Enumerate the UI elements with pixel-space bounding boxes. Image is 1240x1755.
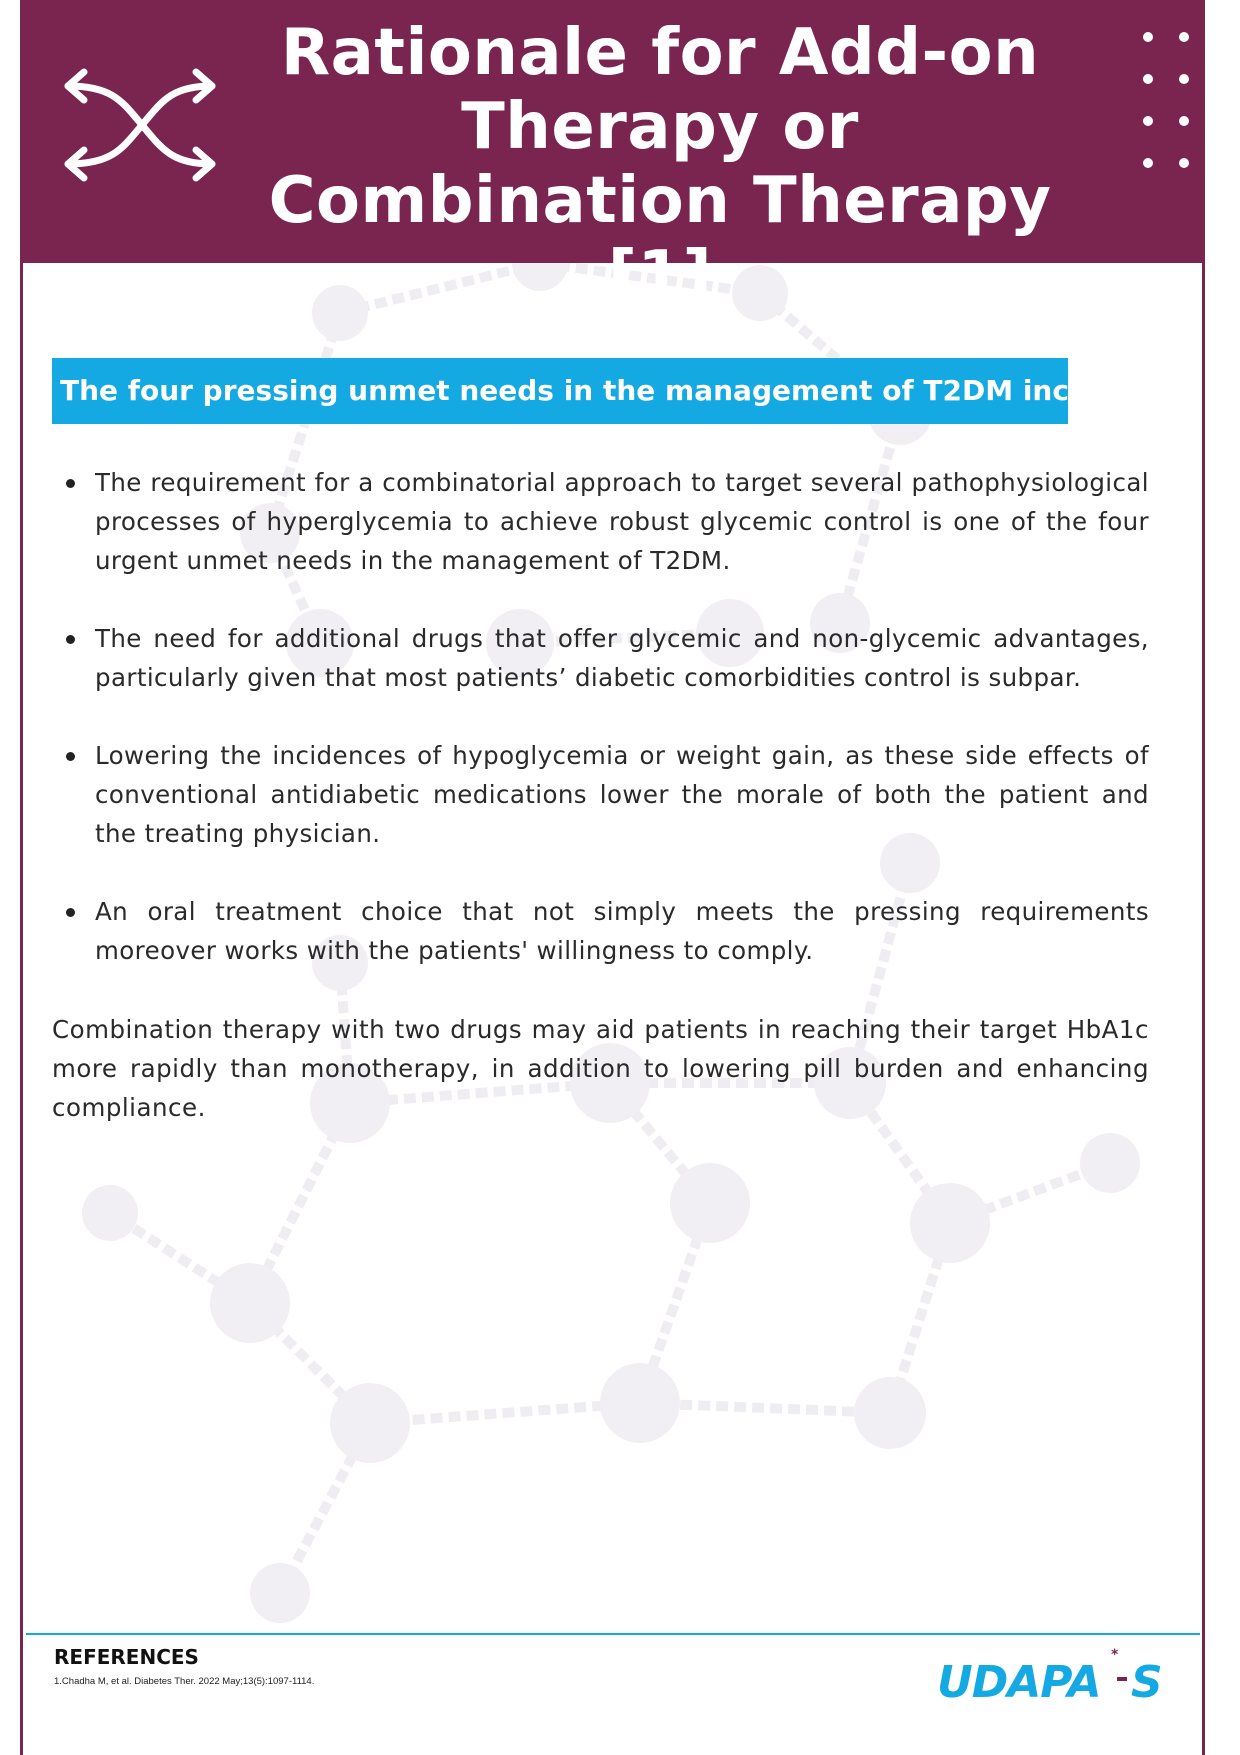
callout-banner	[52, 358, 1149, 424]
list-item	[52, 892, 1149, 970]
bullet-icon	[66, 908, 75, 917]
closing-paragraph: Combination therapy with two drugs may aid patients in reaching their target HbA1c more rapidly than monotherapy, in addition to lowering pill burden and enhancing compliance.	[52, 1015, 1149, 1122]
udapa-s-logo	[937, 1645, 1182, 1705]
bullet-icon	[66, 752, 75, 761]
logo-suffix: S	[1131, 1657, 1163, 1705]
page-title: Rationale for Add-on Therapy or Combination Therapy [1]	[268, 16, 1052, 312]
footer-divider	[26, 1633, 1200, 1635]
logo-mark: *	[1111, 1647, 1119, 1663]
bullet-icon	[66, 479, 75, 488]
logo-hyphen	[1117, 1677, 1127, 1681]
list-item	[52, 463, 1149, 580]
list-item	[52, 736, 1149, 853]
list-item-text: The need for additional drugs that offer glycemic and non-glycemic advantages, particularly given that most patients’ diabetic comorbidities control is subpar.	[95, 624, 1149, 692]
references-heading: REFERENCES	[54, 1645, 199, 1669]
bullet-icon	[66, 635, 75, 644]
list-item-text: An oral treatment choice that not simply meets the pressing requirements moreover works with the patients' willingness to comply.	[95, 897, 1149, 965]
callout-text: The four pressing unmet needs in the management of T2DM include:	[60, 374, 1149, 407]
reference-item: 1.Chadha M, et al. Diabetes Ther. 2022 May;13(5):1097-1114.	[54, 1676, 315, 1687]
list-item-text: The requirement for a combinatorial approach to target several pathophysiological processes of hyperglycemia to achieve robust glycemic control is one of the four urgent unmet needs in the management of T2DM.	[95, 468, 1149, 575]
list-item	[52, 619, 1149, 697]
shuffle-icon	[62, 66, 222, 184]
unmet-needs-list	[52, 463, 1149, 1009]
list-item-text: Lowering the incidences of hypoglycemia or weight gain, as these side effects of conventional antidiabetic medications lower the morale of both the patient and the treating physician.	[95, 741, 1149, 848]
logo-wordmark: UDAPA	[937, 1657, 1101, 1705]
dots-grid-decoration	[1143, 26, 1199, 176]
